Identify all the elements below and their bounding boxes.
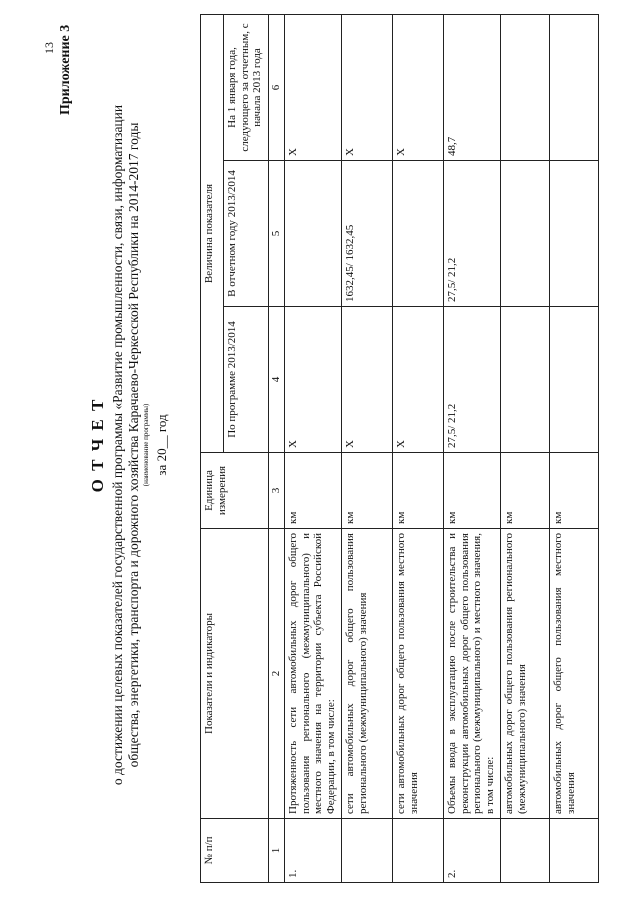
table-row (342, 14, 393, 882)
header-actual: В отчетном году 2013/2014 (224, 161, 269, 307)
header-num: № п/п (201, 819, 269, 883)
row-indicator: Объемы ввода в эксплуатацию после строительства и реконструкции автомобильных дорог общего пользования регионального (межмуниципального) и местного значения, в том числе: (444, 529, 501, 819)
row-actual: 1632,45/ 1632,45 (342, 161, 393, 307)
row-plan: Х (342, 307, 393, 453)
report-header (88, 15, 170, 875)
row-plan (501, 307, 550, 453)
row-num (501, 819, 550, 883)
header-line-2: общества, энергетики, транспорта и дорожного хозяйства Карачаево-Черкесской Республики на 2014-2017 годы (126, 122, 141, 768)
row-actual (501, 161, 550, 307)
col-number: 3 (269, 453, 285, 529)
col-number: 1 (269, 819, 285, 883)
indicators-table (200, 14, 599, 883)
col-number: 5 (269, 161, 285, 307)
header-value-group: Величина показателя (201, 14, 224, 452)
table-row (444, 14, 501, 882)
row-unit: км (550, 453, 599, 529)
header-indicator: Показатели и индикаторы (201, 529, 269, 819)
row-actual (285, 161, 342, 307)
row-actual (550, 161, 599, 307)
row-indicator: сети автомобильных дорог общего пользования регионального (межмуниципального) значения (342, 529, 393, 819)
row-unit: км (285, 453, 342, 529)
table-row (393, 14, 444, 882)
row-num (393, 819, 444, 883)
row-actual (393, 161, 444, 307)
row-num (342, 819, 393, 883)
report-title: О Т Ч Е Т (88, 397, 107, 493)
row-next (501, 14, 550, 160)
column-number-row (269, 14, 285, 882)
row-plan (550, 307, 599, 453)
page-number: 13 (42, 42, 56, 54)
row-next: 48,7 (444, 14, 501, 160)
table-row (285, 14, 342, 882)
row-next: Х (285, 14, 342, 160)
header-next-year: На 1 января года, следующего за отчетным, с начала 2013 года (224, 14, 269, 160)
header-line-1: о достижении целевых показателей государственной программы «Развитие промышленности, связи, информатизации (110, 104, 125, 786)
row-unit: км (393, 453, 444, 529)
row-next (550, 14, 599, 160)
program-name-note: (наименование программы) (142, 403, 150, 487)
header-unit: Единица измерения (201, 453, 269, 529)
row-plan: Х (285, 307, 342, 453)
row-indicator: Протяженность сети автомобильных дорог общего пользования регионального (межмуниципального) и местного значения на территории субъекта Российской Федерации, в том числе: (285, 529, 342, 819)
row-num: 1. (285, 819, 342, 883)
row-unit: км (501, 453, 550, 529)
row-actual: 27,5/ 21,2 (444, 161, 501, 307)
row-indicator: автомобильных дорог общего пользования регионального (межмуниципального) значения (501, 529, 550, 819)
col-number: 2 (269, 529, 285, 819)
row-unit: км (444, 453, 501, 529)
row-indicator: сети автомобильных дорог общего пользования местного значения (393, 529, 444, 819)
row-unit: км (342, 453, 393, 529)
table-header-row (201, 14, 224, 882)
appendix-label: Приложение 3 (58, 24, 73, 115)
col-number: 4 (269, 307, 285, 453)
table-row (501, 14, 550, 882)
row-plan: Х (393, 307, 444, 453)
row-next: Х (342, 14, 393, 160)
report-year: за 20__ год (154, 414, 169, 476)
row-num: 2. (444, 819, 501, 883)
row-plan: 27,5/ 21,2 (444, 307, 501, 453)
row-next: Х (393, 14, 444, 160)
row-indicator: автомобильных дорог общего пользования местного значения (550, 529, 599, 819)
col-number: 6 (269, 14, 285, 160)
row-num (550, 819, 599, 883)
header-plan: По программе 2013/2014 (224, 307, 269, 453)
table-row (550, 14, 599, 882)
